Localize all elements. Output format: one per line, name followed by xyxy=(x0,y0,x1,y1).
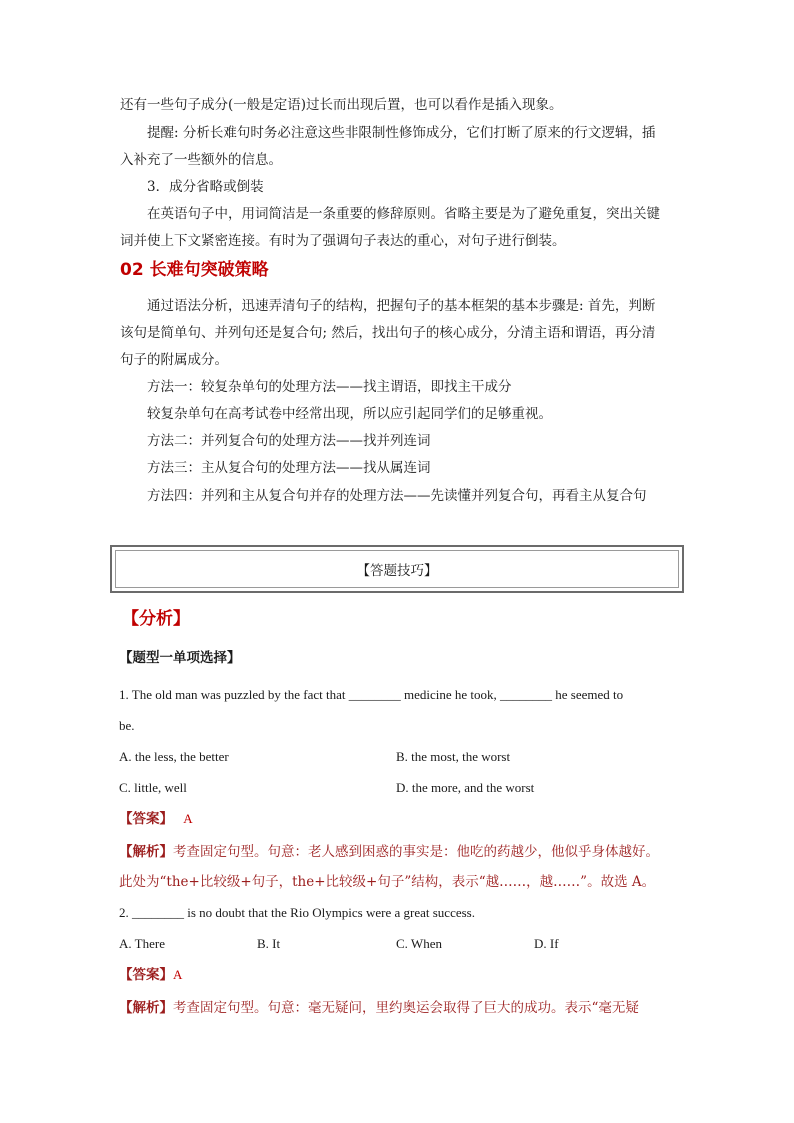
strategy-paragraph: 该句是简单句、并列句还是复合句; 然后，找出句子的核心成分，分清主语和谓语，再分清 xyxy=(120,325,656,341)
method-four: 方法四：并列和主从复合句并存的处理方法——先读懂并列复合句，再看主从复合句 xyxy=(147,488,647,504)
explanation-text: 考查固定句型。句意：老人感到困惑的事实是：他吃的药越少，他似乎身体越好。 xyxy=(173,844,659,860)
q1-option-c: C. little, well xyxy=(119,780,187,795)
tips-box xyxy=(110,545,684,593)
intro-line: 还有一些句子成分(一般是定语)过长而出现后置，也可以看作是插入现象。 xyxy=(120,97,563,113)
method-one: 方法一：较复杂单句的处理方法——找主谓语，即找主干成分 xyxy=(147,379,512,395)
method-three: 方法三：主从复合句的处理方法——找从属连词 xyxy=(147,460,431,476)
section-heading: 02 长难句突破策略 xyxy=(120,260,269,280)
method-one-note: 较复杂单句在高考试卷中经常出现，所以应引起同学们的足够重视。 xyxy=(147,406,552,422)
question-type-label: 【题型一单项选择】 xyxy=(119,650,241,666)
explanation-label: 【解析】 xyxy=(119,1000,173,1016)
explanation-text: 考查固定句型。句意：毫无疑问，里约奥运会取得了巨大的成功。表示“毫无疑 xyxy=(173,1000,639,1016)
item3-paragraph: 在英语句子中，用词简洁是一条重要的修辞原则。省略主要是为了避免重复，突出关键 xyxy=(147,206,660,222)
q2-option-a: A. There xyxy=(119,936,165,951)
q2-option-c: C. When xyxy=(396,936,442,951)
q2-option-d: D. If xyxy=(534,936,559,951)
q1-explanation: 此处为“the+比较级+句子，the+比较级+句子”结构，表示“越……，越……”。故选 A。 xyxy=(119,874,656,890)
answer-label: 【答案】 xyxy=(119,967,173,983)
q1-stem: be. xyxy=(119,718,135,733)
q1-explanation xyxy=(119,843,659,861)
explanation-label: 【解析】 xyxy=(119,844,173,860)
q2-explanation xyxy=(119,999,639,1017)
q2-option-b: B. It xyxy=(257,936,281,951)
answer-label: 【答案】 xyxy=(119,811,173,827)
method-two: 方法二：并列复合句的处理方法——找并列连词 xyxy=(147,433,431,449)
q1-option-d: D. the more, and the worst xyxy=(396,780,535,795)
answer-value: A xyxy=(183,811,193,826)
item3-title: 3．成分省略或倒装 xyxy=(147,179,264,195)
answer-value: A xyxy=(173,967,183,982)
strategy-paragraph: 句子的附属成分。 xyxy=(120,352,228,368)
item3-paragraph: 词并使上下文紧密连接。有时为了强调句子表达的重心，对句子进行倒装。 xyxy=(120,233,566,249)
q1-stem: 1. The old man was puzzled by the fact that ________ medicine he took, ________ he seemed to xyxy=(119,687,624,702)
q1-option-a: A. the less, the better xyxy=(119,749,229,764)
tip-line: 提醒: 分析长难句时务必注意这些非限制性修饰成分，它们打断了原来的行文逻辑，插 xyxy=(147,125,656,141)
q2-answer xyxy=(119,966,182,984)
analysis-heading: 【分析】 xyxy=(122,609,190,629)
strategy-paragraph: 通过语法分析，迅速弄清句子的结构，把握句子的基本框架的基本步骤是: 首先，判断 xyxy=(147,298,656,314)
q2-stem: 2. ________ is no doubt that the Rio Olympics were a great success. xyxy=(119,905,475,920)
tips-box-title: 【答题技巧】 xyxy=(115,550,679,588)
tip-line: 入补充了一些额外的信息。 xyxy=(120,152,282,168)
q1-option-b: B. the most, the worst xyxy=(396,749,511,764)
q1-answer xyxy=(119,810,193,828)
